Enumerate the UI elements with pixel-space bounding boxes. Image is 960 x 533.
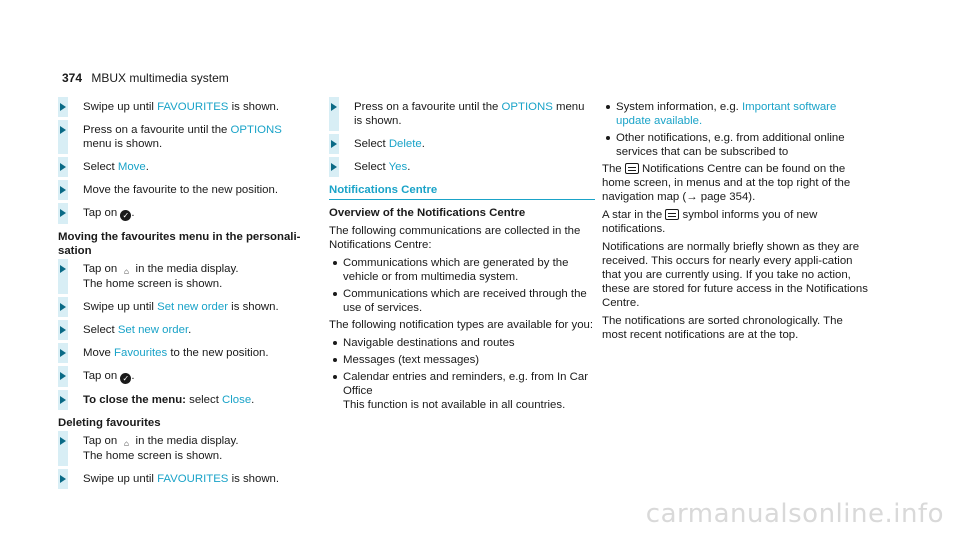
step-arrow-icon — [58, 324, 68, 335]
step-arrow-icon — [58, 301, 68, 312]
step-arrow-icon — [58, 435, 68, 446]
paragraph: The Notifications Centre can be found on the home screen, in menus and at the top right of the navigation map (→ page 354). — [602, 163, 851, 203]
paragraph: The following notification types are available for you: — [329, 319, 594, 331]
step-item: Move Favourites to the new position. — [58, 346, 308, 360]
bullet-icon — [333, 358, 337, 362]
ui-term: Delete — [388, 138, 422, 150]
step-item: Swipe up until FAVOURITES is shown. — [58, 472, 308, 486]
column-2 — [329, 100, 595, 415]
step-arrow-icon — [58, 370, 68, 381]
ui-term: FAVOURITES — [157, 473, 229, 485]
bullet-icon — [333, 341, 337, 345]
step-item: Select Move. — [58, 160, 308, 174]
home-icon: ⌂ — [123, 267, 129, 276]
paragraph: The notifications are sorted chronologically. The most recent notifications are at the top. — [602, 315, 843, 341]
step-item: Tap on ⌂ in the media display. The home screen is shown. — [58, 434, 308, 463]
bullet-item: System information, e.g. Important software update available. — [602, 100, 870, 128]
notifications-icon — [625, 163, 639, 174]
step-arrow-icon — [329, 101, 339, 112]
step-arrow-icon — [58, 101, 68, 112]
step-arrow-icon — [58, 347, 68, 358]
page-number: 374 — [62, 71, 83, 85]
bullet-item: Navigable destinations and routes — [329, 336, 595, 350]
step-item: Move the favourite to the new position. — [58, 183, 308, 197]
paragraph: The following communications are collected in the Notifications Centre: — [329, 225, 581, 251]
step-item: Select Delete. — [329, 137, 595, 151]
ui-term: Favourites — [114, 347, 168, 359]
ui-term: OPTIONS — [230, 124, 282, 136]
ui-term: Move — [117, 161, 146, 173]
bullet-item: Communications which are received through the use of services. — [329, 287, 595, 315]
bullet-icon — [333, 261, 337, 265]
ui-term: Important software update available. — [616, 101, 837, 127]
step-arrow-icon — [58, 161, 68, 172]
ui-term: FAVOURITES — [157, 101, 229, 113]
step-item: Press on a favourite until the OPTIONS menu is shown. — [58, 123, 308, 151]
section-heading: Moving the favourites menu in the personali-sation — [58, 231, 301, 257]
watermark-text: carmanualsonline.info — [645, 499, 944, 529]
subheading: Overview of the Notifications Centre — [329, 207, 526, 219]
check-circle-icon: ✓ — [120, 210, 131, 221]
ui-term: Yes — [388, 161, 408, 173]
step-item: Select Set new order. — [58, 323, 308, 337]
notifications-icon — [665, 209, 679, 220]
ui-term: Set new order — [117, 324, 189, 336]
bullet-item: Messages (text messages) — [329, 353, 595, 367]
step-arrow-icon — [58, 207, 68, 218]
step-item: To close the menu: select Close. — [58, 393, 308, 407]
bullet-item: Calendar entries and reminders, e.g. from In Car Office This function is not available in all countries. — [329, 370, 595, 412]
step-item: Press on a favourite until the OPTIONS menu is shown. — [329, 100, 595, 128]
paragraph: A star in the symbol informs you of new notifications. — [602, 209, 818, 235]
step-arrow-icon — [329, 138, 339, 149]
step-arrow-icon — [58, 124, 68, 135]
step-arrow-icon — [58, 263, 68, 274]
bullet-icon — [333, 292, 337, 296]
step-item: Tap on ✓ . — [58, 206, 308, 221]
page-header — [62, 71, 229, 85]
step-item: Swipe up until Set new order is shown. — [58, 300, 308, 314]
bullet-item: Other notifications, e.g. from additional online services that can be subscribed to — [602, 131, 870, 159]
step-item: Tap on ⌂ in the media display. The home screen is shown. — [58, 262, 308, 291]
step-item: Tap on ✓ . — [58, 369, 308, 384]
step-arrow-icon — [58, 394, 68, 405]
bullet-icon — [606, 105, 610, 109]
step-arrow-icon — [329, 161, 339, 172]
step-item: Swipe up until FAVOURITES is shown. — [58, 100, 308, 114]
step-arrow-icon — [58, 473, 68, 484]
check-circle-icon: ✓ — [120, 373, 131, 384]
column-3 — [602, 100, 870, 346]
page-header-title: MBUX multimedia system — [91, 71, 229, 85]
home-icon: ⌂ — [123, 439, 129, 448]
bullet-icon — [606, 136, 610, 140]
bullet-item: Communications which are generated by the vehicle or from multimedia system. — [329, 256, 595, 284]
bullet-icon — [333, 375, 337, 379]
section-heading: Deleting favourites — [58, 417, 161, 429]
bullet-note: This function is not available in all countries. — [343, 399, 566, 411]
ui-term: OPTIONS — [501, 101, 553, 113]
step-item: Select Yes. — [329, 160, 595, 174]
step-arrow-icon — [58, 184, 68, 195]
ui-term: Set new order — [157, 301, 229, 313]
ui-term: Close — [222, 394, 252, 406]
paragraph: Notifications are normally briefly shown as they are received. This occurs for nearly every appli-cation that you are currently using. If you take no action, these are stored for future access in the Notifications Centre. — [602, 241, 868, 309]
column-1 — [58, 100, 308, 495]
section-title: Notifications Centre — [329, 183, 595, 200]
